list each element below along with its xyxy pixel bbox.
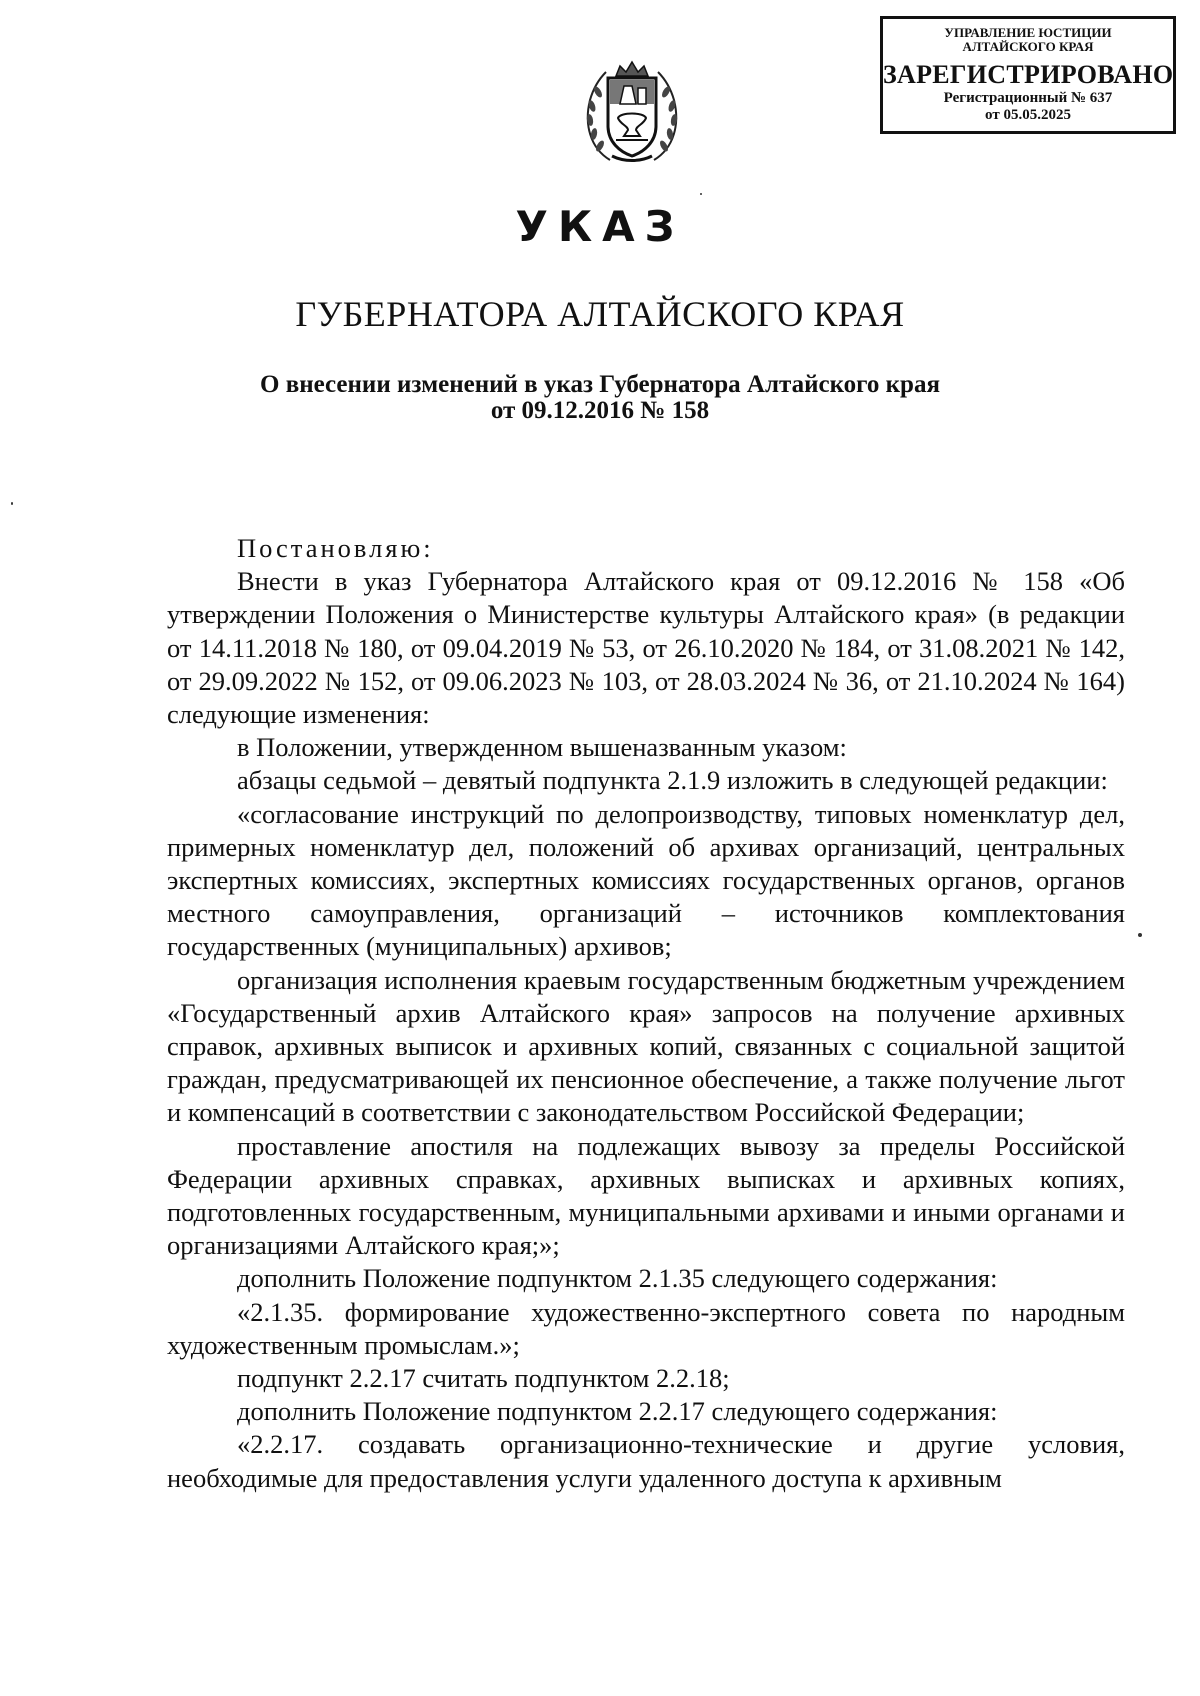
body-paragraph: «согласование инструкций по делопроизводству, типовых номенклатур дел, примерных номенклатур дел, положений об архивах организаций, центральных экспертных комиссиях, экспертных комиссиях государственных органов, органов местного самоуправления, организаций – источников комплектования государственных (муниципальных) архивов; [167, 798, 1125, 962]
decree-subject [0, 372, 1200, 424]
stamp-department-line2: АЛТАЙСКОГО КРАЯ [962, 39, 1094, 54]
body-paragraph: дополнить Положение подпунктом 2.1.35 следующего содержания: [237, 1263, 998, 1294]
stamp-status: ЗАРЕГИСТРИРОВАНО [883, 60, 1174, 89]
decree-body [167, 532, 1125, 1495]
scan-speck [11, 502, 13, 505]
issuing-authority: ГУБЕРНАТОРА АЛТАЙСКОГО КРАЯ [295, 294, 905, 334]
document-type-title: УКАЗ [515, 202, 685, 251]
body-paragraph: «2.2.17. создавать организационно-технические и другие условия, необходимые для предоставления услуги удаленного доступа к архивным [167, 1429, 1125, 1493]
body-paragraph: Внести в указ Губернатора Алтайского края от 09.12.2016 № 158 «Об утверждении Положения о Министерстве культуры Алтайского края» (в редакции от 14.11.2018 № 180, от 09.04.2019 № 53, от 26.10.2020 № 184, от 31.08.2021 № 142, от 29.09.2022 № 152, от 09.06.2023 № 103, от 28.03.2024 № 36, от 21.10.2024 № 164) следующие изменения: [167, 566, 1125, 730]
body-paragraph: дополнить Положение подпунктом 2.2.17 следующего содержания: [237, 1396, 998, 1427]
body-paragraph: проставление апостиля на подлежащих вывозу за пределы Российской Федерации архивных справках, архивных выписках и архивных копиях, подготовленных государственным, муниципальными архивами и иными органами и организациями Алтайского края;»; [167, 1130, 1125, 1261]
stamp-registration-number: Регистрационный № 637 [943, 90, 1113, 106]
scan-speck [700, 193, 702, 195]
body-paragraph: в Положении, утвержденном вышеназванным указом: [237, 732, 847, 763]
stamp-department [883, 26, 1173, 54]
body-paragraph: абзацы седьмой – девятый подпункта 2.1.9 изложить в следующей редакции: [237, 765, 1108, 796]
body-paragraph: подпункт 2.2.17 считать подпунктом 2.2.18; [237, 1363, 730, 1394]
registration-stamp [880, 16, 1176, 134]
stamp-date: от 05.05.2025 [985, 107, 1071, 123]
scan-speck [1138, 933, 1142, 937]
altai-krai-coat-of-arms-icon [580, 56, 684, 168]
stamp-department-line1: УПРАВЛЕНИЕ ЮСТИЦИИ [944, 25, 1112, 40]
body-paragraph-resolve: Постановляю: [237, 533, 434, 563]
body-paragraph: «2.1.35. формирование художественно-экспертного совета по народным художественным промыслам.»; [167, 1296, 1125, 1360]
decree-subject-line1: О внесении изменений в указ Губернатора Алтайского края [260, 371, 940, 398]
decree-subject-line2: от 09.12.2016 № 158 [490, 397, 710, 424]
body-paragraph: организация исполнения краевым государственным бюджетным учреждением «Государственный архив Алтайского края» запросов на получение архивных справок, архивных выписок и архивных копий, связанных с социальной защитой граждан, предусматривающей их пенсионное обеспечение, а также получение льгот и компенсаций в соответствии с законодательством Российской Федерации; [167, 964, 1125, 1128]
